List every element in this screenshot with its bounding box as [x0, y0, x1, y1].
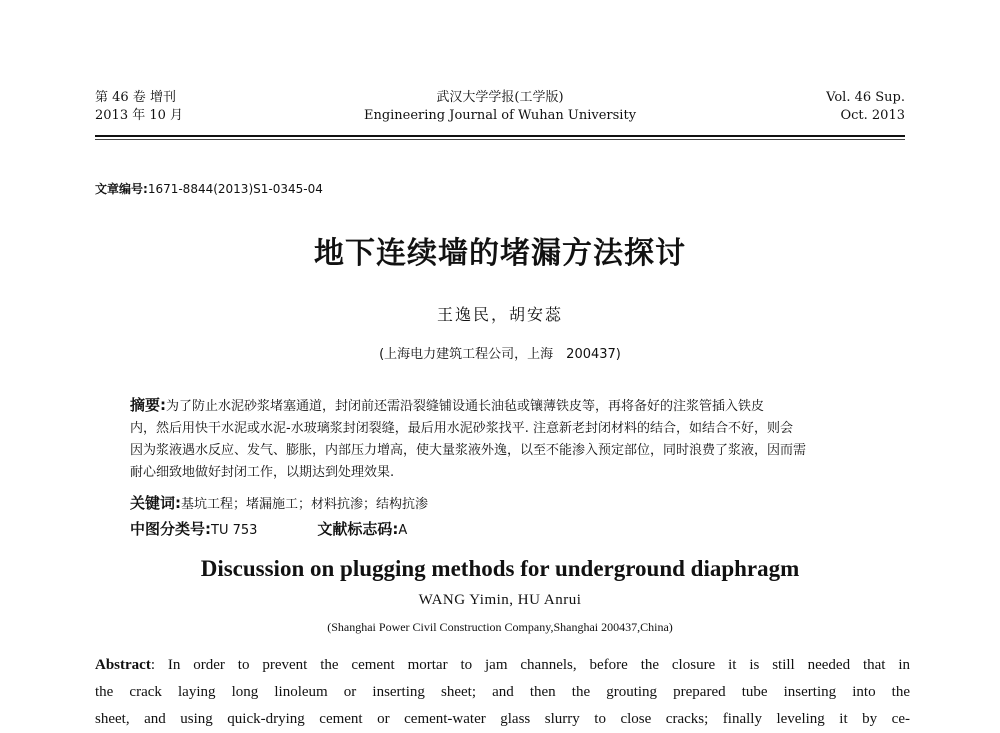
abstract-en-line: [95, 652, 910, 679]
abstract-en-line: the crack laying long linoleum or inserting sheet; and then the grouting prepared tube inserting into the: [95, 684, 910, 700]
abstract-en-line: sheet, and using quick-drying cement or cement-water glass slurry to close cracks; finally leveling it by ce-: [95, 711, 910, 727]
header-rule-thick: [95, 135, 905, 137]
article-number: [95, 180, 323, 197]
affiliation-cn: (上海电力建筑工程公司，上海 200437): [379, 347, 621, 362]
header-rule-thin: [95, 139, 905, 140]
article-number-value: 1671-8844(2013)S1-0345-04: [147, 182, 323, 196]
paper-title-en: Discussion on plugging methods for underground diaphragm: [200, 556, 800, 581]
header-volume-info-en: [826, 89, 905, 125]
header-volume-info: [95, 89, 183, 125]
affiliation-en: (Shanghai Power Civil Construction Company,Shanghai 200437,China): [327, 620, 673, 634]
header-volume: 第 46 卷 增刊: [95, 90, 176, 105]
header-journal-name: [340, 89, 660, 125]
abstract-cn-line: 因为浆液遇水反应、发气、膨胀，内部压力增高，使大量浆液外逸，以至不能渗入预定部位，同时浪费了浆液，因而需: [130, 443, 807, 458]
abstract-cn-line: 内，然后用快干水泥或水泥-水玻璃浆封闭裂缝，最后用水泥砂浆找平. 注意新老封闭材料的结合，如结合不好，则会: [130, 421, 793, 436]
abstract-cn-line: [130, 394, 875, 418]
class-number-value: TU 753: [211, 523, 258, 538]
header-date: 2013 年 10 月: [95, 108, 184, 123]
abstract-cn: [130, 394, 875, 484]
abstract-en-text: : In order to prevent the cement mortar to jam channels, before the closure it is still needed that in: [150, 657, 910, 673]
doc-code-label: 文献标志码:: [317, 520, 399, 538]
article-number-label: 文章编号:: [95, 182, 148, 196]
header-date-en: Oct. 2013: [840, 108, 905, 123]
keywords-cn-text: 基坑工程；堵漏施工；材料抗渗；结构抗渗: [181, 497, 429, 512]
doc-code-value: A: [398, 523, 408, 538]
classification-cn: [130, 518, 407, 539]
abstract-cn-text: 为了防止水泥砂浆堵塞通道，封闭前还需沿裂缝铺设通长油毡或镶薄铁皮等，再将备好的注浆管插入铁皮: [166, 399, 765, 414]
abstract-en-label: Abstract: [95, 657, 151, 673]
keywords-cn: [130, 492, 428, 513]
header-journal-cn: 武汉大学学报(工学版): [436, 90, 564, 105]
abstract-cn-line: 耐心细致地做好封闭工作，以期达到处理效果.: [130, 465, 395, 480]
header-volume-en: Vol. 46 Sup.: [826, 90, 905, 105]
class-number-label: 中图分类号:: [130, 520, 211, 538]
keywords-cn-label: 关键词:: [130, 494, 181, 512]
header-journal-en: Engineering Journal of Wuhan University: [363, 108, 637, 123]
authors-en: WANG Yimin, HU Anrui: [418, 592, 582, 608]
paper-title-cn: 地下连续墙的堵漏方法探讨: [314, 236, 686, 271]
abstract-cn-label: 摘要:: [130, 396, 166, 414]
abstract-en: [95, 652, 910, 733]
authors-cn: 王逸民，胡安蕊: [436, 305, 563, 324]
